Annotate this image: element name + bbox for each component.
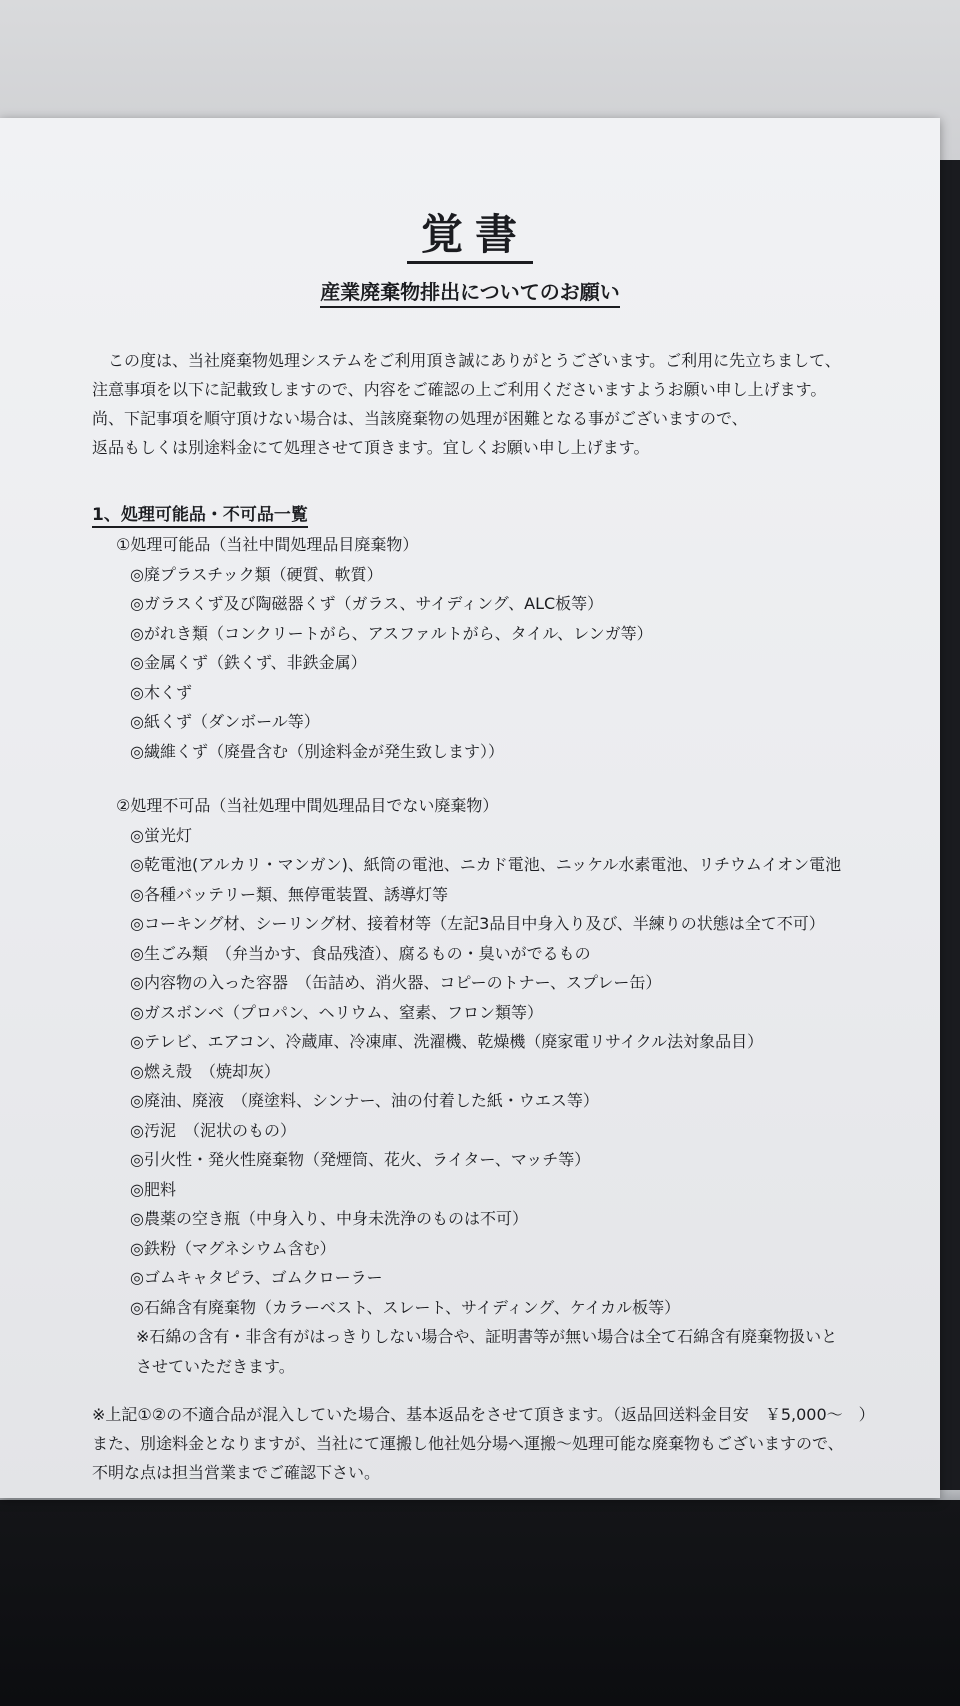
- list-item: ◎各種バッテリー類、無停電装置、誘導灯等: [130, 884, 448, 904]
- list-item: ◎燃え殻 （焼却灰）: [130, 1061, 280, 1081]
- unacceptable-items-list: [116, 791, 841, 1381]
- list-item: ◎内容物の入った容器 （缶詰め、消火器、コピーのトナー、スプレー缶）: [130, 973, 662, 992]
- asbestos-note-continued: させていただきます。: [136, 1356, 295, 1376]
- section-heading: 1、処理可能品・不可品一覧: [92, 500, 308, 528]
- list-item: ◎金属くず（鉄くず、非鉄金属）: [130, 653, 367, 672]
- unacceptable-heading: ②処理不可品（当社処理中間処理品目でない廃棄物）: [116, 796, 499, 815]
- list-item: ◎紙くず（ダンボール等）: [130, 712, 320, 731]
- list-item: ◎肥料: [130, 1179, 176, 1199]
- memorandum-sheet: [0, 118, 940, 1498]
- footer-line: ※上記①②の不適合品が混入していた場合、基本返品をさせて頂きます。（返品回送料金目安 ￥5,000～ ）: [92, 1405, 875, 1424]
- list-item: ◎ガスボンベ（プロパン、ヘリウム、窒素、フロン類等）: [130, 1002, 544, 1022]
- list-item: ◎繊維くず（廃畳含む（別途料金が発生致します））: [130, 741, 504, 761]
- list-item: ◎木くず: [130, 682, 192, 702]
- list-item: ◎石綿含有廃棄物（カラーベスト、スレート、サイディング、ケイカル板等）: [130, 1297, 681, 1317]
- document-subtitle: 産業廃棄物排出についてのお願い: [0, 276, 940, 305]
- document-title: 覚書: [0, 202, 940, 262]
- list-item: ◎がれき類（コンクリートがら、アスファルトがら、タイル、レンガ等）: [130, 623, 653, 643]
- list-item: ◎テレビ、エアコン、冷蔵庫、冷凍庫、洗濯機、乾燥機（廃家電リサイクル法対象品目）: [130, 1032, 764, 1051]
- intro-line: 尚、下記事項を順守頂けない場合は、当該廃棄物の処理が困難となる事がございますので、: [92, 409, 748, 428]
- footer-line: 不明な点は担当営業までご確認下さい。: [92, 1463, 381, 1482]
- list-item: ◎蛍光灯: [130, 825, 192, 845]
- list-item: ◎ガラスくず及び陶磁器くず（ガラス、サイディング、ALC板等）: [130, 594, 604, 613]
- list-item: ◎コーキング材、シーリング材、接着材等（左記3品目中身入り及び、半練りの状態は全て不可）: [130, 914, 825, 933]
- intro-line: 返品もしくは別途料金にて処理させて頂きます。宜しくお願い申し上げます。: [92, 438, 650, 457]
- footer-notice: [92, 1400, 912, 1487]
- asbestos-note: ※石綿の含有・非含有がはっきりしない場合や、証明書等が無い場合は全て石綿含有廃棄物扱いと: [136, 1327, 838, 1346]
- intro-paragraph: [92, 346, 892, 462]
- footer-line: また、別途料金となりますが、当社にて運搬し他社処分場へ運搬～処理可能な廃棄物もございますので、: [92, 1434, 844, 1453]
- list-item: ◎生ごみ類 （弁当かす、食品残渣）、腐るもの・臭いがでるもの: [130, 943, 591, 963]
- intro-line: この度は、当社廃棄物処理システムをご利用頂き誠にありがとうございます。ご利用に先立ちまして、: [92, 351, 841, 370]
- acceptable-items-list: [116, 530, 653, 766]
- list-item: ◎乾電池(アルカリ・マンガン)、紙筒の電池、ニカド電池、ニッケル水素電池、リチウムイオン電池: [130, 855, 842, 874]
- list-item: ◎廃油、廃液 （廃塗料、シンナー、油の付着した紙・ウエス等）: [130, 1091, 599, 1110]
- list-item: ◎ゴムキャタピラ、ゴムクローラー: [130, 1268, 383, 1287]
- list-item: ◎農薬の空き瓶（中身入り、中身未洗浄のものは不可）: [130, 1209, 528, 1228]
- list-item: ◎汚泥 （泥状のもの）: [130, 1120, 296, 1140]
- list-item: ◎引火性・発火性廃棄物（発煙筒、花火、ライター、マッチ等）: [130, 1150, 591, 1169]
- dark-desk-surface: [0, 1500, 960, 1706]
- list-item: ◎廃プラスチック類（硬質、軟質）: [130, 564, 383, 584]
- intro-line: 注意事項を以下に記載致しますので、内容をご確認の上ご利用くださいますようお願い申し上げます。: [92, 380, 827, 399]
- acceptable-heading: ①処理可能品（当社中間処理品目廃棄物）: [116, 535, 419, 554]
- list-item: ◎鉄粉（マグネシウム含む）: [130, 1238, 336, 1258]
